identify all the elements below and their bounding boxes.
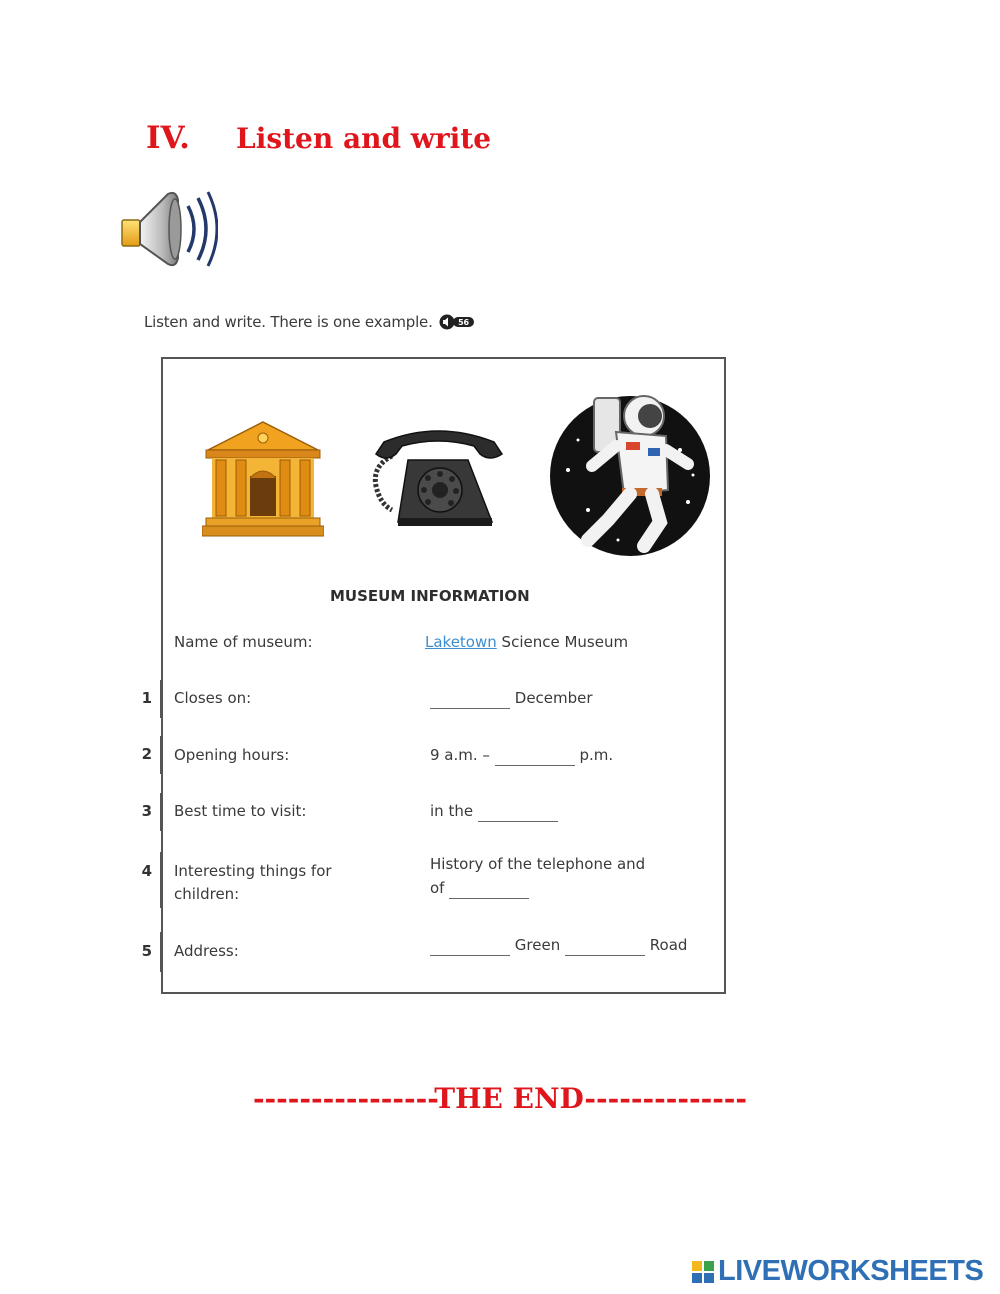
question-divider: [160, 736, 162, 774]
answer-input-2[interactable]: [495, 748, 575, 766]
answer-input-5a[interactable]: [430, 938, 510, 956]
question-label: Closes on:: [174, 689, 252, 707]
question-number: 2: [141, 745, 152, 763]
question-number: 1: [141, 689, 152, 707]
question-label: Best time to visit:: [174, 802, 307, 820]
astronaut-icon: [548, 390, 712, 556]
instruction: [144, 313, 475, 331]
answer-input-4[interactable]: [449, 881, 529, 899]
answer-row: [430, 933, 687, 957]
rotary-telephone-icon: [362, 426, 514, 528]
question-label-line1: Interesting things for: [174, 862, 332, 880]
audio-track-number: 56: [457, 318, 469, 327]
question-number: 4: [141, 862, 152, 880]
answer-before: in the: [430, 802, 474, 820]
answer-after: December: [514, 689, 593, 707]
answer-row: [430, 686, 593, 710]
instruction-text: Listen and write. There is one example.: [144, 313, 433, 331]
question-label: Address:: [174, 942, 239, 960]
answer-before: of: [430, 879, 445, 897]
answer-row: [430, 799, 558, 823]
answer-line1: History of the telephone and: [430, 855, 646, 873]
question-divider: [160, 793, 162, 831]
question-number: 5: [141, 942, 152, 960]
liveworksheets-logo: [692, 1255, 983, 1288]
speaker-icon[interactable]: [118, 186, 218, 270]
the-end-text: ----------------THE END--------------: [252, 1082, 748, 1115]
answer-before: 9 a.m. –: [430, 746, 490, 764]
liveworksheets-logo-icon: [692, 1261, 714, 1283]
brand-text: LIVEWORKSHEETS: [718, 1255, 984, 1287]
question-number: 3: [141, 802, 152, 820]
example-answer: Laketown: [425, 633, 497, 651]
question-label-line2: children:: [174, 885, 240, 903]
example-label: Name of museum:: [174, 633, 313, 651]
audio-track-icon: [439, 314, 475, 330]
section-number: IV.: [146, 120, 190, 156]
answer-input-5b[interactable]: [565, 938, 645, 956]
form-title: MUSEUM INFORMATION: [330, 587, 530, 605]
question-divider: [160, 680, 162, 718]
answer-middle: Green: [514, 936, 561, 954]
example-answer-row: [425, 630, 628, 654]
example-suffix: Science Museum: [501, 633, 629, 651]
museum-building-icon: [202, 420, 324, 538]
answer-input-1[interactable]: [430, 691, 510, 709]
question-label: Opening hours:: [174, 746, 290, 764]
question-divider: [160, 932, 162, 972]
answer-row: [430, 743, 613, 767]
answer-after: Road: [649, 936, 688, 954]
answer-input-3[interactable]: [478, 804, 558, 822]
answer-row: [430, 876, 529, 900]
answer-after: p.m.: [579, 746, 614, 764]
section-title: Listen and write: [236, 122, 492, 155]
question-divider: [160, 852, 162, 908]
